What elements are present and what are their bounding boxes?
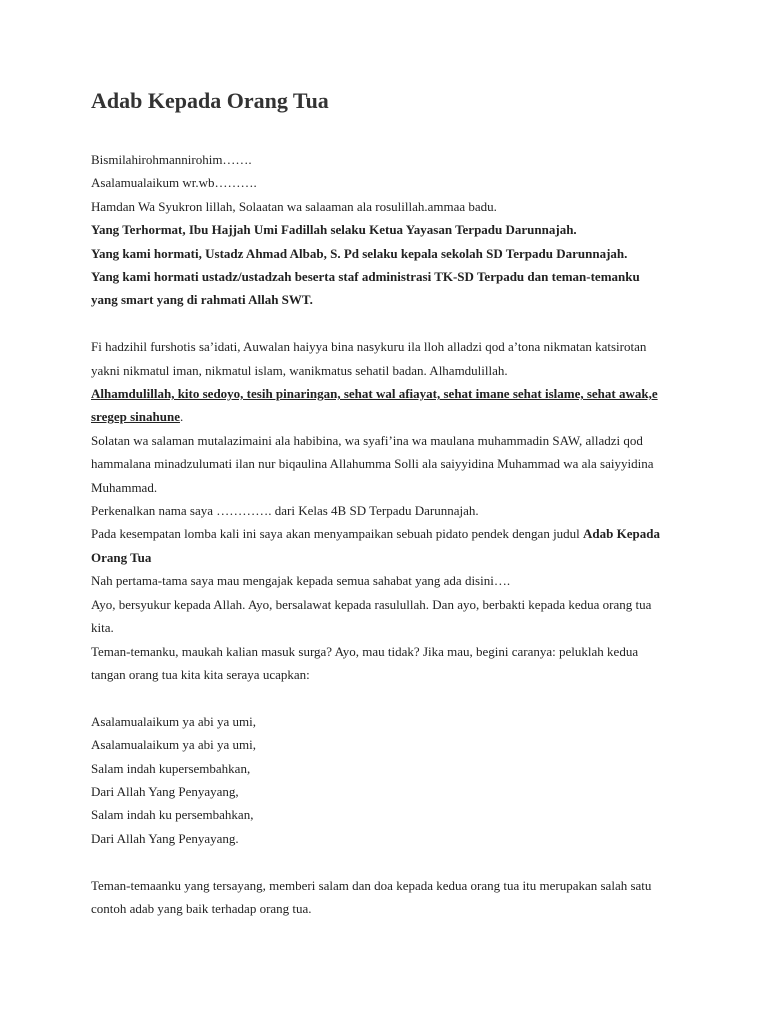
- poem-line: Dari Allah Yang Penyayang,: [91, 783, 239, 799]
- blank-line: [91, 312, 681, 335]
- text-line-bold: Yang kami hormati ustadz/ustadzah beserta staf administrasi TK-SD Terpadu dan teman-temanku: [91, 269, 640, 285]
- text-line: Solatan wa salaman mutalazimaini ala habibina, wa syafi’ina wa maulana muhammadin SAW, alladzi qod: [91, 432, 643, 448]
- text-line: Perkenalkan nama saya …………. dari Kelas 4B SD Terpadu Darunnajah.: [91, 503, 479, 519]
- poem-line: Asalamualaikum ya abi ya umi,: [91, 713, 256, 729]
- blank-line: [91, 686, 681, 709]
- text-line: Teman-temaanku yang tersayang, memberi salam dan doa kepada kedua orang tua itu merupakan salah satu: [91, 877, 652, 893]
- poem-line: Asalamualaikum ya abi ya umi,: [91, 737, 256, 753]
- text-line: [91, 522, 681, 545]
- text-line-bold: Orang Tua: [91, 549, 152, 565]
- page-title: Adab Kepada Orang Tua: [91, 88, 329, 113]
- text-line: yakni nikmatul iman, nikmatul islam, wanikmatus sehatil badan. Alhamdulillah.: [91, 362, 508, 378]
- text-line: [91, 405, 681, 428]
- text-line-bold: Yang Terhormat, Ibu Hajjah Umi Fadillah selaku Ketua Yayasan Terpadu Darunnajah.: [91, 222, 577, 238]
- text-line: kita.: [91, 620, 114, 636]
- text-line-bold: yang smart yang di rahmati Allah SWT.: [91, 292, 313, 308]
- text-line-bold: Yang kami hormati, Ustadz Ahmad Albab, S. Pd selaku kepala sekolah SD Terpadu Darunnajah.: [91, 245, 628, 261]
- text-line: tangan orang tua kita kita seraya ucapkan:: [91, 666, 310, 682]
- text-line-bold-underlined: Alhamdulillah, kito sedoyo, tesih pinaringan, sehat wal afiayat, sehat imane sehat islame, sehat awak,e: [91, 386, 658, 402]
- text-line: Muhammad.: [91, 479, 158, 495]
- text-line: hammalana minadzulumati ilan nur biqaulina Allahumma Solli ala saiyyidina Muhammad wa ala saiyyidina: [91, 456, 654, 472]
- poem-line: Salam indah ku persembahkan,: [91, 807, 254, 823]
- text-segment: .: [179, 409, 184, 425]
- poem-line: Salam indah kupersembahkan,: [91, 760, 251, 776]
- text-line: contoh adab yang baik terhadap orang tua.: [91, 900, 312, 916]
- text-line: Asalamualaikum wr.wb……….: [91, 175, 257, 191]
- poem-line: Dari Allah Yang Penyayang.: [91, 830, 239, 846]
- speech-title-inline: Adab Kepada: [583, 526, 660, 542]
- text-line: Hamdan Wa Syukron lillah, Solaatan wa salaaman ala rosulillah.ammaa badu.: [91, 198, 497, 214]
- text-line: Ayo, bersyukur kepada Allah. Ayo, bersalawat kepada rasulullah. Dan ayo, berbakti kepada kedua orang tua: [91, 596, 652, 612]
- blank-line: [91, 850, 681, 873]
- underlined-text: sregep sinahune: [91, 409, 180, 425]
- text-line: Teman-temanku, maukah kalian masuk surga? Ayo, mau tidak? Jika mau, begini caranya: peluklah kedua: [91, 643, 639, 659]
- text-segment: Pada kesempatan lomba kali ini saya akan menyampaikan sebuah pidato pendek dengan judul: [91, 526, 584, 542]
- text-line: Bismilahirohmannirohim…….: [91, 152, 252, 167]
- text-line: Fi hadzihil furshotis sa’idati, Auwalan haiyya bina nasykuru ila lloh alladzi qod a’tona nikmatan katsirotan: [91, 339, 647, 355]
- document-body: [91, 148, 681, 920]
- text-line: Nah pertama-tama saya mau mengajak kepada semua sahabat yang ada disini….: [91, 573, 511, 589]
